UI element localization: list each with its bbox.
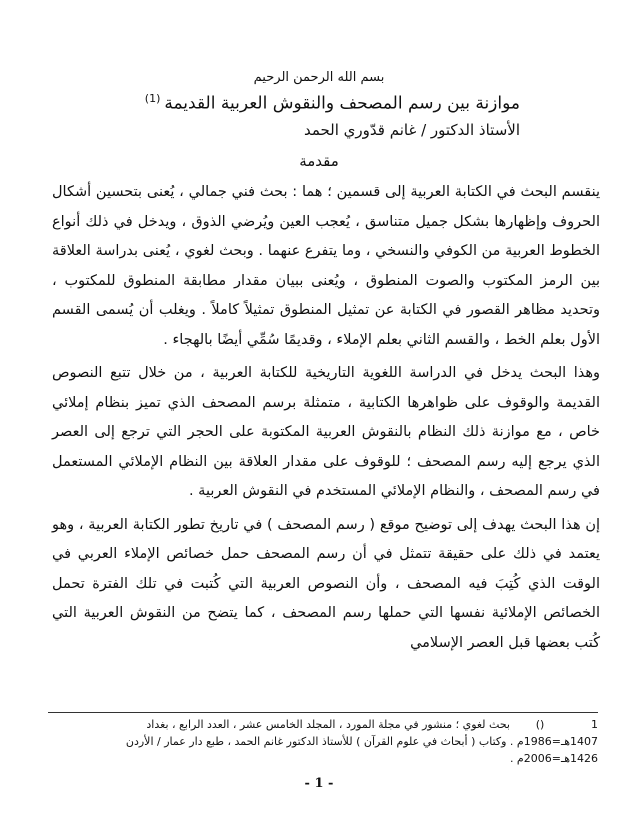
footnote-number: 1 (591, 718, 598, 731)
basmala: بسم الله الرحمن الرحيم (253, 70, 385, 85)
text-line: ينقسم البحث في الكتابة العربية إلى قسمين ؛ هما : بحث فني جمالي ، يُعنى (146, 184, 600, 200)
author-line: الأستاذ الدكتور / غانم قدّوري الحمد (303, 121, 520, 139)
text-line: الثاني بعلم الإملاء ، وقديمًا سُمِّي أيضًا بالهجاء . (163, 331, 441, 348)
text-line: بنظام إملائي خاص ، مع موازنة ذلك النظام بالنقوش العربية المكتوبة على الحجر (52, 394, 600, 440)
footnote-line: 1426هـ=2006م . (509, 752, 598, 765)
text-line: الذوق ، ويدخل في ذلك أنواع الخطوط العربية من الكوفي والنسخي ، وما يتفرع (52, 213, 600, 259)
text-line: العربية ، وهو يعتمد في ذلك على حقيقة تتمثل في أن رسم المصحف حمل (52, 516, 601, 562)
text-line: بين النظام الإملائي المستعمل في رسم المصحف ، والنظام الإملائي المستخدم في (52, 453, 600, 499)
title-text: موازنة بين رسم المصحف والنقوش العربية القديمة (164, 93, 520, 114)
body-text (52, 178, 600, 662)
text-line: بتحسين أشكال الحروف وإظهارها بشكل جميل متناسق ، يُعجب العين ويُرضي (52, 184, 600, 230)
text-line: عن تمثيل المنطوق تمثيلاً كاملاً . ويغلب أن يُسمى القسم الأول بعلم الخط ، والقسم (52, 302, 600, 348)
text-line: عنهما . وبحث لغوي ، يُعنى بدراسة العلاقة بين الرمز المكتوب والصوت المنطوق ، (52, 243, 600, 289)
footnote-text: بحث لغوي ؛ منشور في مجلة المورد ، المجلد الخامس عشر ، العدد الرابع ، بغداد (146, 718, 510, 731)
text-line: ويُعنى ببيان مقدار مطابقة المنطوق للمكتوب ، وتحديد مظاهر القصور في الكتابة (52, 272, 601, 318)
title-footnote-mark: (1) (144, 92, 161, 105)
footnote-line: 1407هـ=1986م . وكتاب ( أبحاث في علوم القرآن ) للأستاذ الدكتور غانم الحمد ، طبع دار عمار / الأردن (125, 735, 598, 748)
text-line: التي ترجع إلى العصر الذي يرجع إليه رسم المصحف ؛ للوقوف على مقدار العلاقة (52, 424, 600, 470)
paragraph-2 (52, 359, 600, 507)
footnote-line (38, 716, 598, 733)
footnote-mark: () (535, 718, 545, 731)
footnotes (38, 716, 598, 767)
paragraph-3 (52, 511, 600, 659)
section-heading: مقدمة (299, 152, 339, 170)
footnote-divider (48, 712, 598, 713)
text-line: التي كُتبت في تلك الفترة تحمل الخصائص الإملائية نفسها التي حملها رسم (52, 575, 600, 621)
page-number: - 1 - (304, 776, 334, 791)
paragraph-1 (52, 178, 600, 355)
page-title (145, 92, 520, 114)
text-line: النقوش العربية . (188, 483, 288, 499)
text-line: إن هذا البحث يهدف إلى توضيح موقع ( رسم المصحف ) في تاريخ تطور الكتابة (132, 516, 601, 533)
text-line: خصائص الإملاء العربي في الوقت الذي كُتِبَ فيه المصحف ، وأن النصوص العربية (52, 546, 600, 592)
text-line: وهذا البحث يدخل في الدراسة اللغوية التاريخية للكتابة العربية ، من خلال تتبع (110, 365, 601, 381)
text-line: النصوص القديمة والوقوف على ظواهرها الكتابية ، متمثلة برسم المصحف الذي تميز (52, 365, 600, 411)
text-line: المصحف ، كما يتضح من النقوش العربية التي كُتب بعضها قبل العصر الإسلامي (52, 605, 600, 651)
